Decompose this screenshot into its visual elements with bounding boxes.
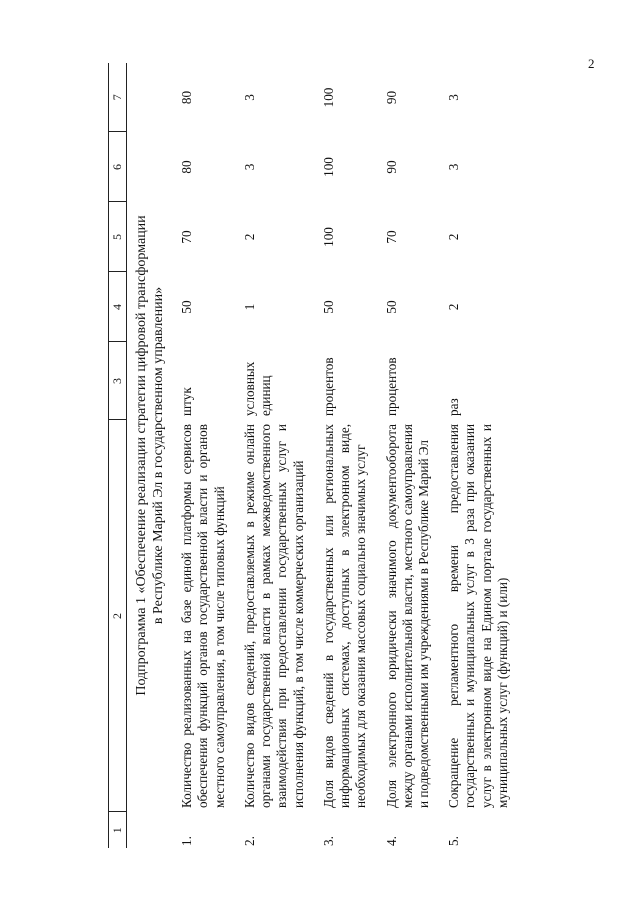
row-number: 3.: [320, 836, 336, 846]
page-number: 2: [588, 56, 595, 71]
subprogram-title-line1: Подпрограмма 1 «Обеспечение реализации стратегии цифровой трансформации: [133, 215, 149, 696]
indicators-table: [108, 63, 521, 848]
value-col5: 70: [383, 230, 399, 244]
column-number: 4: [109, 272, 127, 342]
table-row: [238, 63, 317, 848]
unit-of-measure: штук: [179, 387, 195, 416]
value-col5: 100: [320, 227, 336, 247]
value-col4: 50: [383, 300, 399, 314]
table-row: [175, 63, 238, 848]
unit-of-measure: процентов: [383, 357, 399, 416]
unit-of-measure: условных единиц: [241, 361, 274, 416]
value-col7: 3: [446, 94, 462, 101]
table-row: [317, 63, 380, 848]
value-col7: 90: [383, 90, 399, 105]
unit-of-measure: раз: [446, 398, 462, 416]
indicator-name: Доля электронного юридически значимого документооборота между органами исполнительной власти, местного самоуправления и подведомственными им учреждениями в Республике Марий Эл: [383, 424, 431, 808]
column-number: 3: [109, 342, 127, 420]
value-col7: 80: [179, 90, 195, 105]
row-number: 2.: [241, 836, 257, 846]
table-row: [442, 63, 521, 848]
value-col7: 3: [241, 94, 257, 101]
value-col4: 50: [320, 300, 336, 314]
value-col5: 70: [179, 230, 195, 244]
indicator-name: Количество реализованных на базе единой платформы сервисов обеспечения функций органов государственной власти и органов местного самоуправления, в том числе типовых функций: [179, 424, 227, 808]
column-number: 5: [109, 202, 127, 272]
value-col6: 100: [320, 157, 336, 177]
column-number-row: [109, 63, 127, 848]
value-col7: 100: [320, 87, 336, 108]
subprogram-row: [126, 63, 175, 848]
rotated-table-block: [108, 63, 568, 848]
value-col6: 3: [446, 163, 462, 171]
value-col5: 2: [446, 233, 462, 241]
value-col4: 2: [446, 303, 462, 311]
subprogram-title: [126, 63, 175, 848]
value-col4: 50: [179, 300, 195, 314]
row-number: 1.: [179, 836, 195, 846]
indicator-name: Количество видов сведений, предоставляемых в режиме онлайн органами государственной власти в рамках межведомственного взаимодействия при предоставлении государственных услуг и исполнения функций, в том числе коммерческих организаций: [241, 424, 306, 808]
value-col5: 2: [241, 233, 257, 241]
subprogram-title-line2: в Республике Марий Эл в государственном управлении»: [150, 286, 166, 625]
value-col6: 80: [179, 160, 195, 174]
indicator-name: Сокращение регламентного времени предоставления государственных и муниципальных услуг в 3 раза при оказании услуг в электронном виде на Едином портале государственных и муниципальных услуг (функций) и (или): [446, 424, 510, 808]
row-number: 5.: [446, 836, 462, 846]
indicator-name: Доля видов сведений в государственных или региональных информационных системах, доступных в электронном виде, необходимых для оказания массовых социально значимых услуг: [320, 424, 369, 808]
value-col6: 90: [383, 160, 399, 174]
column-number: 2: [109, 420, 127, 812]
value-col6: 3: [241, 163, 257, 171]
unit-of-measure: процентов: [320, 357, 336, 416]
column-number: 6: [109, 132, 127, 202]
table-row: [380, 63, 443, 848]
column-number: 1: [109, 812, 127, 848]
row-number: 4.: [383, 836, 399, 846]
value-col4: 1: [241, 303, 257, 311]
column-number: 7: [109, 63, 127, 132]
